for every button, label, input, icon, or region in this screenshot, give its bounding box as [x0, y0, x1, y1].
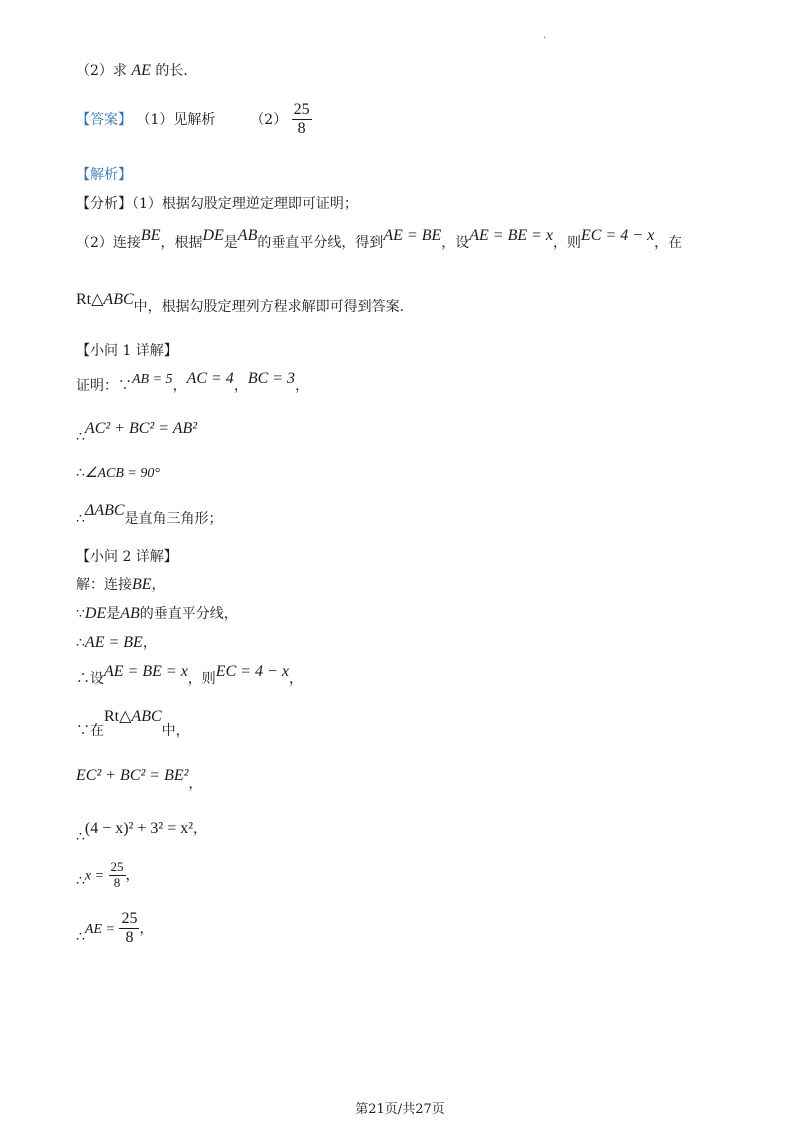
- answer-part2-label: （2）: [250, 111, 288, 128]
- q2-step-6: [76, 765, 203, 792]
- q2-step-4: [76, 663, 303, 688]
- q1-comma3: ，: [295, 378, 310, 394]
- q2-s1-be: BE: [132, 576, 152, 593]
- q2-s5-rt: Rt△: [104, 708, 132, 725]
- because-icon: ∵: [76, 723, 90, 739]
- therefore-icon: ∴: [76, 465, 85, 481]
- q2-s5-abc: ABC: [131, 708, 162, 725]
- q2-step-5: [76, 708, 190, 740]
- fenxi-line-1: [76, 193, 358, 213]
- q2-s8-den: 8: [113, 874, 121, 890]
- fenxi-l2-ab: AB: [237, 227, 258, 244]
- q2-s8-x: x =: [84, 868, 105, 884]
- q2-s4-eq1: AE = BE = x: [104, 663, 188, 680]
- q1-triangle-line: [76, 500, 223, 527]
- therefore-icon: ∴: [76, 829, 85, 845]
- q2-s2-ab: AB: [120, 605, 140, 622]
- q2-s1: 解：连接: [76, 577, 132, 593]
- fenxi-l2-eq3: EC = 4 − x: [581, 227, 655, 244]
- q2-s3-end: ，: [142, 635, 157, 651]
- answer-fraction: [292, 101, 312, 139]
- answer-tag: 【答案】: [76, 111, 132, 128]
- q2-s9-num: 25: [119, 910, 139, 929]
- q2-s9-end: ，: [139, 920, 154, 937]
- fenxi-l3-rt: Rt△: [76, 291, 104, 308]
- q2-s4-end: ，: [288, 671, 303, 687]
- analysis-tag: 【解析】: [76, 167, 132, 183]
- fenxi-l2-e: ，设: [441, 235, 470, 251]
- header-dot: .: [543, 30, 547, 41]
- q1-ab5: AB = 5: [132, 372, 173, 387]
- q2-s8-fraction: [109, 860, 126, 891]
- q2-s2-mid: 是: [106, 606, 121, 622]
- q2-s2-end: 的垂直平分线，: [139, 606, 238, 622]
- answer-line: [76, 101, 312, 139]
- fenxi-l2-d: 的垂直平分线，得到: [257, 235, 384, 251]
- therefore-icon: ∴: [76, 671, 90, 687]
- q2-step-7: [76, 818, 208, 845]
- question-2-tail: 的长．: [155, 63, 198, 79]
- q2-s2-de: DE: [84, 605, 107, 622]
- therefore-icon: ∴: [76, 928, 85, 945]
- q2-s4-she: 设: [90, 671, 104, 687]
- fenxi-l2-c: 是: [223, 235, 238, 251]
- q1-angle-line: [76, 465, 160, 482]
- fenxi-l2-g: ，在: [654, 235, 683, 251]
- q2-step-2: [76, 603, 238, 623]
- fenxi-tag: 【分析】: [76, 196, 132, 212]
- fenxi-line-2: [76, 227, 683, 252]
- q2-step-9: [76, 910, 153, 948]
- question-2: [76, 60, 197, 80]
- q2-step-8: [76, 860, 140, 891]
- q1-pythag-eq: AC² + BC² = AB²: [84, 420, 198, 437]
- q2-step-1: [76, 574, 166, 594]
- q2-s4-then: ，则: [187, 671, 216, 687]
- q2-s6-eq: EC² + BC² = BE²: [76, 767, 189, 784]
- q1-bc3: BC = 3: [247, 370, 296, 387]
- q2-s9-fraction: [119, 910, 139, 948]
- because-icon: ∵: [76, 606, 85, 622]
- fenxi-line-3: [76, 291, 414, 316]
- answer-frac-den: 8: [297, 120, 306, 138]
- q2-s8-num: 25: [110, 859, 124, 874]
- q2-s5-zai: 在: [90, 723, 104, 739]
- therefore-icon: ∴: [76, 511, 85, 527]
- fenxi-l2-be: BE: [140, 227, 161, 244]
- q2-s7-end: ，: [193, 821, 208, 837]
- q2-s3-eq: AE = BE: [84, 634, 143, 651]
- page-footer: 第21页/共27页: [355, 1102, 445, 1117]
- q2-s1-end: ，: [151, 577, 166, 593]
- fenxi-l2-de: DE: [202, 227, 224, 244]
- q1-pythag-line: [76, 420, 198, 445]
- q1-triangle-text: 是直角三角形；: [124, 511, 223, 527]
- q2-s9-den: 8: [125, 929, 134, 947]
- q1-proof-line: [76, 370, 310, 395]
- answer-part1: （1）见解析: [136, 111, 216, 128]
- q1-ac4: AC = 4: [186, 370, 234, 387]
- fenxi-l2-a: （2）连接: [76, 235, 141, 251]
- fenxi-l3-text: 中，根据勾股定理列方程求解即可得到答案．: [133, 299, 414, 315]
- therefore-icon: ∴: [76, 429, 85, 445]
- question-2-label: （2）求: [76, 63, 127, 79]
- answer-frac-num: 25: [292, 101, 312, 120]
- fenxi-l2-eq1: AE = BE: [383, 227, 442, 244]
- fenxi-l2-b: ，根据: [160, 235, 203, 251]
- q2-s8-end: ，: [125, 867, 140, 884]
- q2-s5-end: 中，: [161, 723, 190, 739]
- q2-tag: 【小问 2 详解】: [76, 549, 178, 565]
- q2-step-3: [76, 632, 157, 652]
- question-2-var: AE: [131, 62, 151, 79]
- q2-s7-eq: (4 − x)² + 3² = x²: [84, 820, 194, 837]
- q1-comma2: ，: [233, 378, 248, 394]
- q1-triangle: ΔABC: [84, 502, 125, 519]
- q2-s4-eq2: EC = 4 − x: [215, 663, 289, 680]
- q1-tag: 【小问 1 详解】: [76, 343, 178, 359]
- fenxi-l2-eq2: AE = BE = x: [469, 227, 554, 244]
- fenxi-l2-f: ，则: [553, 235, 582, 251]
- therefore-icon: ∴: [76, 635, 85, 651]
- q1-proof: 证明：∵: [76, 378, 132, 394]
- fenxi-l3-abc: ABC: [103, 291, 134, 308]
- q2-s6-end: ，: [188, 776, 203, 792]
- q1-angle-eq: ∠ACB = 90°: [84, 466, 160, 481]
- q2-s9-ae: AE =: [84, 921, 115, 937]
- fenxi-l1: （1）根据勾股定理逆定理即可证明；: [132, 196, 358, 212]
- therefore-icon: ∴: [76, 873, 85, 890]
- q1-comma1: ，: [172, 378, 187, 394]
